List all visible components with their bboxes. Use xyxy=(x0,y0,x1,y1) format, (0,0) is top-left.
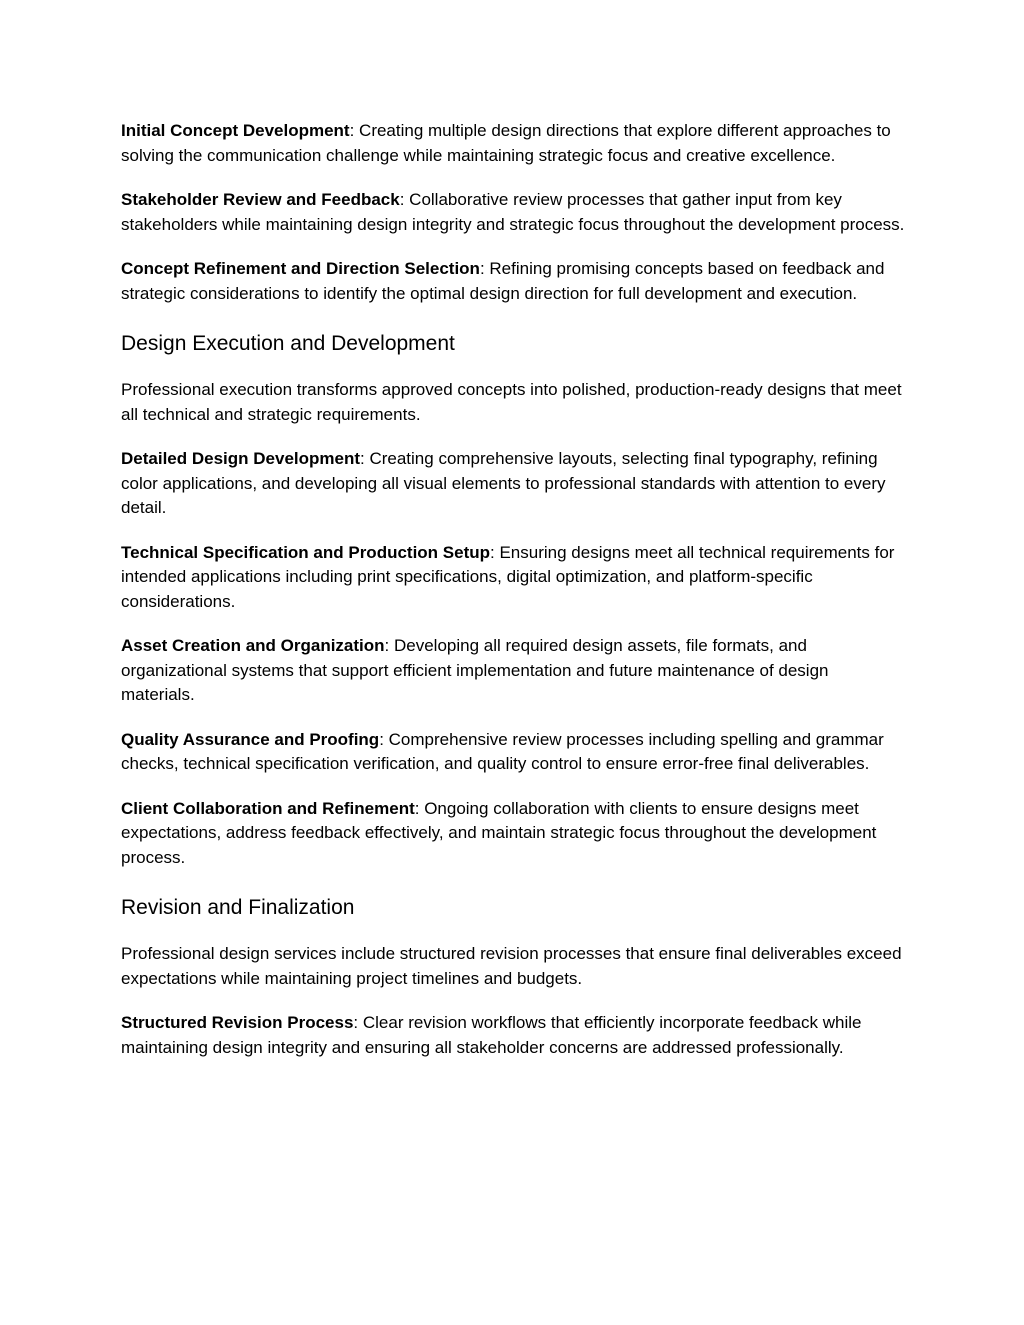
list-item xyxy=(121,634,906,708)
item-term: Quality Assurance and Proofing xyxy=(121,729,380,749)
item-description: : Clear revision workflows that efficiently incorporate feedback while maintaining design integrity and ensuring all stakeholder concerns are addressed professionally. xyxy=(121,1013,862,1057)
list-item xyxy=(121,1011,906,1060)
item-description: : Creating comprehensive layouts, selecting final typography, refining color applications, and developing all visual elements to professional standards with attention to every detail. xyxy=(121,449,886,517)
item-description: : Ongoing collaboration with clients to ensure designs meet expectations, address feedback effectively, and maintain strategic focus throughout the development process. xyxy=(121,798,877,867)
item-description: : Comprehensive review processes including spelling and grammar checks, technical specification verification, and quality control to ensure error-free final deliverables. xyxy=(121,729,884,773)
item-term: Structured Revision Process xyxy=(121,1013,354,1032)
list-item xyxy=(121,188,906,237)
item-term: Detailed Design Development xyxy=(121,449,361,468)
section-intro: Professional design services include structured revision processes that ensure final deliverables exceed expectations while maintaining project timelines and budgets. xyxy=(121,944,902,988)
section-intro: Professional execution transforms approved concepts into polished, production-ready designs that meet all technical and strategic requirements. xyxy=(121,380,902,424)
item-description: : Ensuring designs meet all technical requirements for intended applications including print specifications, digital optimization, and platform-specific considerations. xyxy=(121,542,895,611)
list-item xyxy=(121,728,906,777)
section-heading: Design Execution and Development xyxy=(121,332,455,355)
item-term: Concept Refinement and Direction Selection xyxy=(121,259,480,278)
list-item xyxy=(121,257,906,306)
item-description: : Refining promising concepts based on feedback and strategic considerations to identify the optimal design direction for full development and execution. xyxy=(121,259,885,303)
item-term: Stakeholder Review and Feedback xyxy=(121,190,400,209)
item-description: : Developing all required design assets, file formats, and organizational systems that support efficient implementation and future maintenance of design materials. xyxy=(121,636,829,704)
list-item xyxy=(121,541,906,615)
item-description: : Creating multiple design directions that explore different approaches to solving the communication challenge while maintaining strategic focus and creative excellence. xyxy=(121,121,891,165)
section-heading: Revision and Finalization xyxy=(121,896,355,919)
item-term: Technical Specification and Production Setup xyxy=(121,542,491,562)
list-item xyxy=(121,119,906,168)
item-term: Client Collaboration and Refinement xyxy=(121,798,415,818)
item-term: Asset Creation and Organization xyxy=(121,636,385,655)
item-term: Initial Concept Development xyxy=(121,121,350,140)
item-description: : Collaborative review processes that gather input from key stakeholders while maintaining design integrity and strategic focus throughout the development process. xyxy=(121,190,905,234)
list-item xyxy=(121,797,906,871)
list-item xyxy=(121,447,906,521)
